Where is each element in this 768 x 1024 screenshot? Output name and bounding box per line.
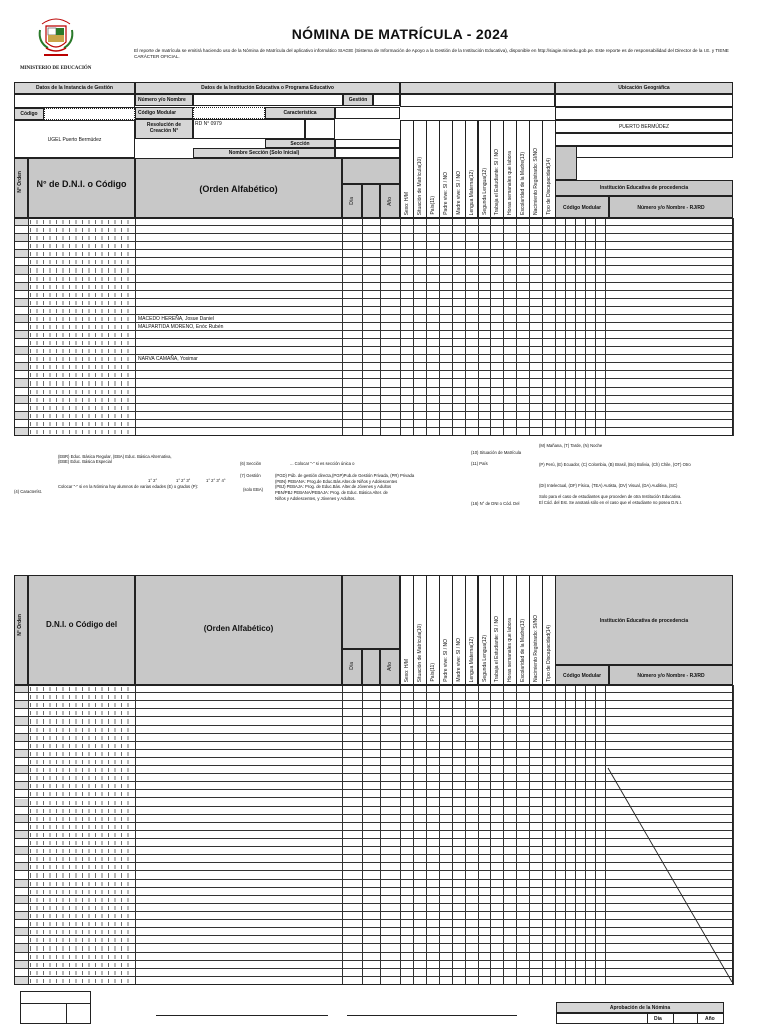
vertical-header-cell: [413, 120, 427, 218]
ubicacion-district: PUERTO BERMÚDEZ: [618, 124, 670, 130]
vertical-header-label: Tipo de Discapacidad(14): [546, 158, 553, 215]
vertical-header-label: Segunda Lengua(12): [481, 168, 488, 215]
vertical-header-cell: [516, 120, 530, 218]
numero-label-cell: [135, 94, 193, 106]
gestion-label-cell: [343, 94, 373, 106]
t2-dia-label: Día: [349, 662, 355, 670]
note-6: (PGD) Púb. de gestión directa,(PGP)Pub.de Gestión Privada, (PR) Privada: [275, 473, 415, 478]
t2-procedencia-header: [555, 575, 733, 665]
student-name[interactable]: NARVA CAMAÑA, Yosimar: [138, 356, 198, 363]
resolucion-extra: [305, 119, 335, 139]
vertical-header-cell: [439, 575, 453, 685]
note-22: (DI) Intelectual, (DF) Física, (TEA) Autista, (DV) Visual, (DA) Auditiva, (SC): [539, 483, 678, 488]
t1-mes-header: [362, 184, 380, 218]
vertical-header-label: Trabaja el Estudiante: SI / NO: [494, 615, 501, 682]
t2-dni-header: [28, 575, 135, 685]
t1-dni-label: N° de D.N.I. o Código: [36, 179, 127, 189]
t2-procedencia-label: Institución Educativa de procedencia: [599, 618, 689, 624]
t1-dia-header: [342, 184, 362, 218]
ubicacion-row-4: [555, 133, 733, 146]
vertical-header-cell: [542, 120, 556, 218]
aprobacion-split-3: [697, 1014, 698, 1024]
ubicacion-row-1: [555, 94, 733, 107]
caracteristica-label-cell: [265, 107, 335, 119]
note-2: (EBE) Educ. Básica Especial: [58, 459, 112, 464]
vertical-header-cell: [503, 575, 517, 685]
t1-dni-header: [28, 158, 135, 218]
footer-box-left-split: [66, 1003, 67, 1024]
t1-grid: [14, 218, 733, 436]
note-7: (PBN) PEBANA: Prog.de Educ.Bás.Alter.de Niños y Adolescentes: [275, 479, 398, 484]
vertical-header-label: Escolaridad de la Madre(13): [520, 619, 527, 682]
t2-codmod-header: [555, 665, 609, 685]
vertical-header-cell: [465, 120, 479, 218]
t2-dni-label: D.N.I. o Código del: [45, 620, 118, 629]
vertical-header-cell: [465, 575, 479, 685]
note-24: El Cód. del Est. Se anotará sólo en el caso que el estudiante no posea D.N.I.: [539, 500, 682, 505]
t1-fecha-header: [342, 158, 400, 184]
t1-orden-header: [14, 158, 28, 218]
vertical-header-label: Madre vive: SI / NO: [455, 638, 462, 682]
vertical-header-cell: [490, 575, 504, 685]
t2-numnombre-label: Número y/o Nombre - RJ/RD: [637, 673, 705, 679]
nombre-seccion-input[interactable]: [335, 148, 400, 158]
footer-box-left: [20, 991, 91, 1024]
vertical-header-label: Tipo de Discapacidad(14): [546, 625, 553, 682]
vertical-header-label: País(11): [429, 663, 436, 682]
codigo-modular-label: Código Modular: [138, 110, 177, 116]
vertical-header-label: Segunda Lengua(12): [481, 635, 488, 682]
page-description: El reporte de matrícula se emitirá haciendo uso de la Nómina de Matrícula del aplicativo informático SIAGIE (Sistema de Información de Apoyo a la Gestión de la Institución Educativa), disponible en http://siagie.minedu.gob.pe. Este reporte es de responsabilidad del Director de la I.E. y TIENE CARÁCTER OFICIAL.: [134, 48, 729, 59]
note-3: (6) Sección: [240, 461, 262, 466]
t1-codmod-label: Código Modular: [562, 205, 602, 211]
t2-vertical-headers: [400, 575, 555, 685]
note-11: (solo EBA): [243, 487, 264, 492]
institucion-heading-cell: [135, 82, 400, 94]
t1-procedencia-header: [555, 180, 733, 196]
caracteristica-input[interactable]: [335, 107, 400, 119]
footer-box-left-rule: [20, 1003, 91, 1004]
t1-numnombre-label: Número y/o Nombre - RJ/RD: [637, 205, 705, 211]
vertical-header-cell: [529, 575, 543, 685]
gestion-blank: [14, 94, 135, 108]
t2-orden-label: N° Orden: [17, 614, 23, 636]
ubicacion-row-3: [555, 120, 733, 133]
vertical-header-cell: [452, 575, 466, 685]
t2-orden-header: [14, 575, 28, 685]
t2-dia-header: [342, 649, 362, 685]
note-23: Solo para el caso de estudiantes que proceden de otra Institución Educativa.: [539, 494, 682, 499]
vertical-header-label: Horas semanales que labora: [507, 151, 514, 215]
note-13: Colocar "-" si en la Nómina hay alumnos de varias edades (E) o grados (P):: [58, 484, 199, 489]
note-4: ... Colocar "-" si es sección única o: [290, 461, 355, 466]
t2-anio-header: [380, 649, 400, 685]
aprobacion-split-1: [647, 1014, 648, 1024]
ministry-logo: [36, 12, 76, 60]
t1-vertical-headers: [400, 120, 555, 218]
t2-anio-label: Año: [387, 662, 393, 671]
t2-fecha-header: [342, 575, 400, 649]
t1-codmod-header: [555, 196, 609, 218]
vertical-header-label: Lengua Materna(12): [468, 169, 475, 215]
vertical-header-cell: [478, 120, 492, 218]
aprobacion-heading-cell: [556, 1002, 724, 1013]
vertical-header-label: Lengua Materna(12): [468, 636, 475, 682]
t2-cancel-line: [606, 766, 736, 986]
vertical-header-label: Madre vive: SI / NO: [455, 171, 462, 215]
t1-nombre-label: (Orden Alfabético): [199, 184, 278, 194]
seccion-label: Sección: [290, 141, 310, 147]
vertical-header-cell: [490, 120, 504, 218]
resolucion-value: RD N° 0979: [195, 121, 222, 127]
note-5: (7) Gestión: [240, 473, 261, 478]
mid-heading-cell: [400, 82, 555, 94]
note-16: 1° 2° 3° 4°: [206, 478, 226, 483]
vertical-header-cell: [413, 575, 427, 685]
ugel-cell: [14, 120, 135, 158]
codigo-label-cell: [14, 108, 44, 120]
note-14: 1° 2°: [148, 478, 158, 483]
ubicacion-heading-cell: [555, 82, 733, 94]
t1-dia-label: Día: [349, 197, 355, 205]
institucion-heading: Datos de la Institución Educativa o Programa Educativo: [201, 85, 334, 91]
codigo-input[interactable]: [44, 108, 135, 120]
gestion-input[interactable]: [373, 94, 400, 106]
student-name[interactable]: MACEDO HEREÑA, Josue Daniel: [138, 315, 214, 322]
codigo-modular-input[interactable]: [193, 107, 265, 119]
numero-input[interactable]: [193, 94, 343, 106]
gestion-heading: Datos de la Instancia de Gestión: [36, 85, 113, 91]
vertical-header-cell: [400, 120, 414, 218]
resolucion-input[interactable]: [193, 119, 305, 139]
note-15: 1° 2° 3°: [176, 478, 191, 483]
gestion-heading-cell: [14, 82, 135, 94]
t1-anio-label: Año: [387, 197, 393, 206]
vertical-header-cell: [529, 120, 543, 218]
signature-line-1: [156, 1015, 328, 1016]
note-12: (4) Característ.: [14, 489, 42, 494]
resolucion-label-cell: [135, 119, 193, 139]
vertical-header-label: Sexo: H/M: [404, 658, 410, 682]
vertical-header-cell: [516, 575, 530, 685]
caracteristica-label: Característica: [283, 110, 317, 116]
vertical-header-label: País(11): [429, 196, 436, 215]
vertical-header-label: Situación de Matrícula(10): [416, 623, 423, 682]
vertical-header-label: Trabaja el Estudiante: SI / NO: [494, 148, 501, 215]
vertical-header-cell: [452, 120, 466, 218]
t1-anio-header: [380, 184, 400, 218]
nombre-seccion-label-cell: [193, 148, 335, 158]
aprobacion-dia: Día: [654, 1016, 662, 1022]
vertical-header-label: Padre vive: SI / NO: [442, 172, 449, 215]
t2-mes-header: [362, 649, 380, 685]
seccion-label-cell: [265, 139, 335, 148]
vertical-header-cell: [400, 575, 414, 685]
codigo-modular-label-cell: [135, 107, 193, 119]
ubicacion-row-5: [555, 146, 733, 158]
t2-nombre-label: (Orden Alfabético): [203, 624, 274, 633]
t1-nombre-header: [135, 158, 342, 218]
ministry-name: MINISTERIO DE EDUCACIÓN: [20, 66, 92, 71]
vertical-header-cell: [439, 120, 453, 218]
vertical-header-label: Escolaridad de la Madre(13): [520, 152, 527, 215]
vertical-header-label: Nacimiento Registrado: SI/NO: [533, 148, 540, 215]
seccion-input[interactable]: [335, 139, 400, 148]
t2-codmod-label: Código Modular: [562, 673, 602, 679]
vertical-header-cell: [426, 575, 440, 685]
t1-numnombre-header: [609, 196, 733, 218]
vertical-header-label: Sexo: H/M: [404, 191, 410, 215]
note-10: Niños y Adolescentes, y Jóvenes y Adultos.: [275, 496, 356, 501]
ugel-name: UGEL Puerto Bermúdez: [47, 137, 102, 143]
t2-numnombre-header: [609, 665, 733, 685]
note-17: (10) Situación de Matrícula: [471, 450, 522, 455]
numero-label: Número y/o Nombre: [138, 97, 186, 103]
t1-orden-label: N° Orden: [17, 171, 23, 193]
t1-side-strip: [555, 146, 577, 180]
student-name[interactable]: MALPARTIDA MORENO, Enóc Rubén: [138, 323, 224, 330]
page-title: NÓMINA DE MATRÍCULA - 2024: [291, 26, 509, 42]
vertical-header-cell: [503, 120, 517, 218]
note-1: (EBR) Educ. Básica Regular, (EBA) Educ. Básica Alternativa,: [58, 454, 172, 459]
vertical-header-label: Nacimiento Registrado: SI/NO: [533, 615, 540, 682]
aprobacion-label: Aprobación de la Nómina: [609, 1005, 671, 1011]
signature-line-2: [347, 1015, 517, 1016]
note-21: (P) Perú, (E) Ecuador, (C) Colombia, (B) Brasil, (Bo) Bolivia, (Ch) Chile, (OT) Otro: [539, 462, 691, 467]
gestion-label: Gestión: [348, 97, 368, 103]
ubicacion-heading: Ubicación Geográfica: [618, 85, 670, 91]
mid-cells: [400, 94, 555, 107]
note-8: (PBJ) PEBAJA: Prog. de Educ.Bás. Alter.de Jóvenes y Adultos: [275, 484, 392, 489]
aprobacion-row: [556, 1013, 724, 1024]
vertical-header-cell: [542, 575, 556, 685]
codigo-label: Código: [20, 111, 38, 117]
note-18: (11) País: [471, 461, 488, 466]
column-rule: [733, 218, 734, 436]
vertical-header-label: Situación de Matrícula(10): [416, 156, 423, 215]
note-20: (M) Mañana, (T) Tarde, (N) Noche: [539, 443, 603, 448]
vertical-header-label: Horas semanales que labora: [507, 618, 514, 682]
t2-nombre-header: [135, 575, 342, 685]
aprobacion-split-2: [673, 1014, 674, 1024]
vertical-header-cell: [426, 120, 440, 218]
ubicacion-row-2: [555, 107, 733, 120]
grid-border: [14, 218, 733, 436]
aprobacion-anio: Año: [705, 1016, 715, 1022]
t1-procedencia-label: Institución Educativa de procedencia: [599, 185, 689, 191]
vertical-header-cell: [478, 575, 492, 685]
resolucion-label: Resolución de Creación N°: [146, 122, 182, 134]
note-9: PBN/PBJ PEBANA/PEBAJA: Prog. de Educ. Básica Alter. de: [275, 490, 388, 495]
note-19: (16) N° de DNI o Cód. Del: [471, 501, 520, 506]
nombre-seccion-label: Nombre Sección (Solo Inicial): [228, 150, 300, 156]
vertical-header-label: Padre vive: SI / NO: [442, 639, 449, 682]
